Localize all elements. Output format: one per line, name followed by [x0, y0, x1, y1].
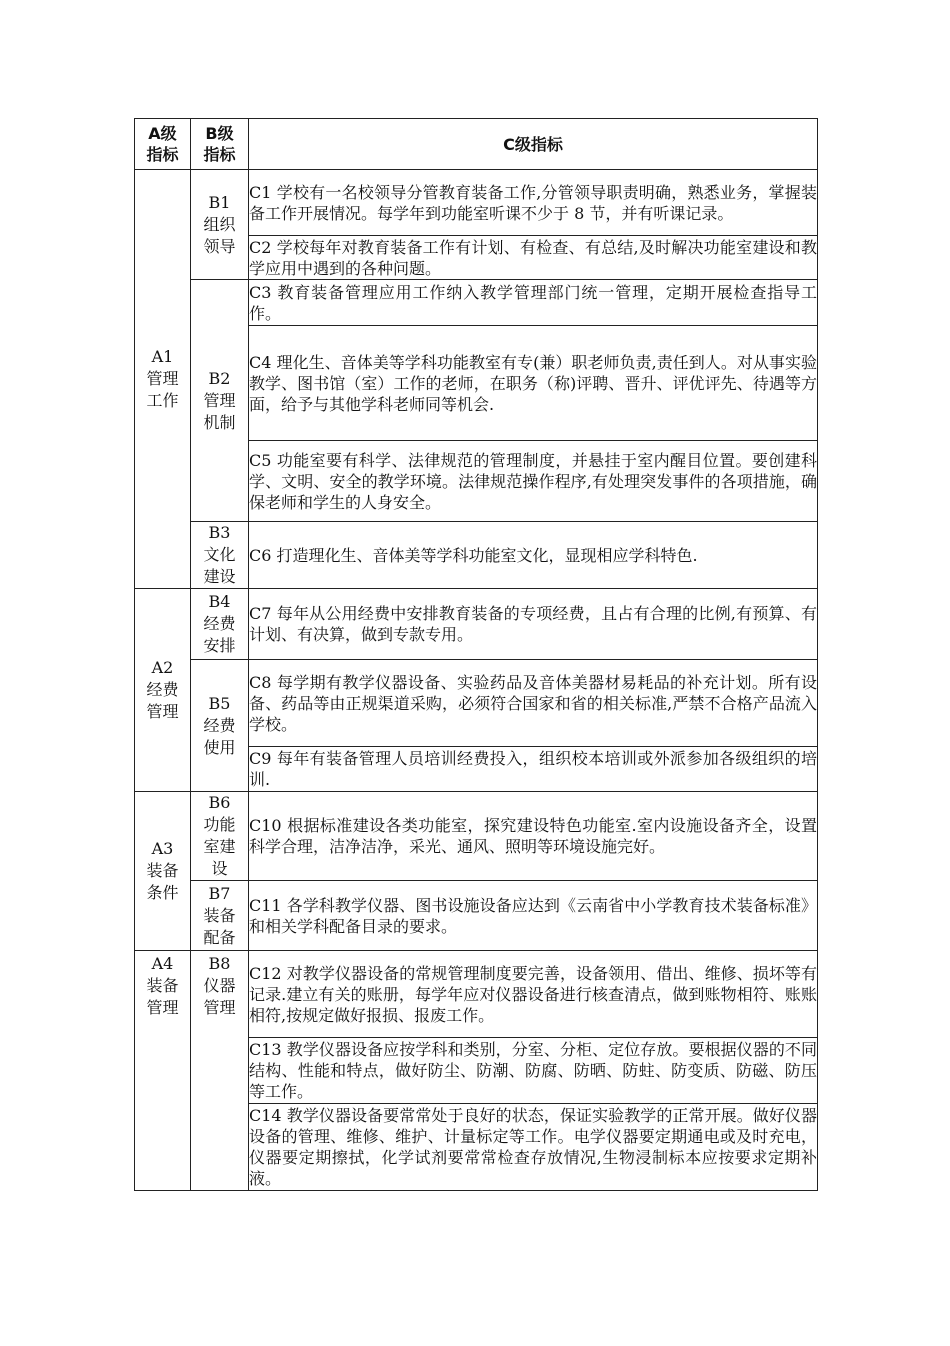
b1-cell — [191, 170, 249, 280]
a2-cell — [135, 589, 191, 792]
b1-name-1: 组织 — [203, 214, 236, 234]
c2-text: C2 学校每年对教育装备工作有计划、有检查、有总结,及时解决功能室建设和教学应用中遇到的各种问题。 — [249, 237, 817, 278]
b8-name-1: 仪器 — [203, 976, 236, 995]
a2-code: A2 — [151, 658, 174, 677]
c5-text: C5 功能室要有科学、法律规范的管理制度，并悬挂于室内醒目位置。要创建科学、文明、安全的教学环境。法律规范操作程序,有处理突发事件的各项措施，确保老师和学生的人身安全。 — [249, 441, 818, 522]
a2-name-2: 管理 — [146, 702, 179, 721]
c14-text: C14 教学仪器设备要常常处于良好的状态，保证实验教学的正常开展。做好仪器设备的管理、维修、维护、计量标定等工作。电学仪器要定期通电或及时充电，仪器要定期擦拭，化学试剂要常常检查存放情况,生物浸制标本应按要求定期补液。 — [249, 1104, 818, 1191]
a1-name-2: 工作 — [146, 391, 179, 410]
b7-code: B7 — [208, 883, 231, 903]
b6-name-1: 功能 — [203, 815, 236, 834]
table-row — [135, 660, 818, 747]
header-a-line2: 指标 — [146, 145, 179, 164]
table-row — [135, 280, 818, 326]
c9-text: C9 每年有装备管理人员培训经费投入，组织校本培训或外派参加各级组织的培训. — [249, 747, 818, 792]
header-c-level: C级指标 — [249, 119, 818, 170]
c4-text: C4 理化生、音体美等学科功能教室有专(兼）职老师负责,责任到人。对从事实验教学、图书馆（室）工作的老师，在职务（称)评聘、晋升、评优评先、待遇等方面，给予与其他学科老师同等机会. — [249, 326, 818, 441]
b8-name-2: 管理 — [203, 998, 236, 1017]
b7-name-2: 配备 — [203, 927, 236, 947]
b1-code: B1 — [208, 192, 231, 212]
table-row — [135, 170, 818, 236]
b3-name-1: 文化 — [203, 545, 236, 564]
b4-code: B4 — [208, 592, 231, 611]
b6-cell — [191, 792, 249, 881]
header-b-level — [191, 119, 249, 170]
table-row — [135, 792, 818, 881]
b2-name-1: 管理 — [203, 390, 236, 410]
b2-name-2: 机制 — [203, 412, 236, 432]
b6-name-2: 室建 — [203, 837, 236, 856]
table-row — [135, 881, 818, 951]
a1-code: A1 — [151, 347, 174, 366]
c11-text: C11 各学科教学仪器、图书设施设备应达到《云南省中小学教育技术装备标准》和相关学科配备目录的要求。 — [249, 881, 818, 951]
a1-cell — [135, 170, 191, 589]
b2-code: B2 — [208, 368, 231, 388]
b8-cell — [191, 951, 249, 1191]
header-a-line1: A级 — [148, 124, 177, 143]
header-b-line1: B级 — [205, 124, 234, 143]
a3-code: A3 — [151, 839, 174, 858]
c3-text: C3 教育装备管理应用工作纳入教学管理部门统一管理，定期开展检查指导工作。 — [249, 280, 818, 326]
indicator-table — [134, 118, 818, 1191]
table-row — [135, 951, 818, 1038]
b8-code: B8 — [208, 954, 231, 973]
a3-name-2: 条件 — [146, 883, 179, 902]
c10-text: C10 根据标准建设各类功能室，探究建设特色功能室.室内设施设备齐全，设置科学合理，洁净洁净，采光、通风、照明等环境设施完好。 — [249, 792, 818, 881]
b5-name-1: 经费 — [203, 715, 236, 735]
table-header-row — [135, 119, 818, 170]
table-row — [135, 522, 818, 589]
b5-cell — [191, 660, 249, 792]
b2-cell — [191, 280, 249, 522]
b3-code: B3 — [208, 523, 231, 542]
header-b-line2: 指标 — [203, 145, 236, 164]
header-a-level — [135, 119, 191, 170]
c8-text: C8 每学期有教学仪器设备、实验药品及音体美器材易耗品的补充计划。所有设备、药品等由正规渠道采购，必须符合国家和省的相关标准,严禁不合格产品流入学校。 — [249, 660, 818, 747]
table-row — [135, 589, 818, 660]
c7-text: C7 每年从公用经费中安排教育装备的专项经费，且占有合理的比例,有预算、有计划、有决算，做到专款专用。 — [249, 589, 818, 660]
b4-name-2: 安排 — [203, 636, 236, 655]
b3-name-2: 建设 — [203, 567, 236, 586]
a4-code: A4 — [151, 954, 174, 973]
c13-text: C13 教学仪器设备应按学科和类别，分室、分柜、定位存放。要根据仪器的不同结构、性能和特点，做好防尘、防潮、防腐、防晒、防蛀、防变质、防磁、防压等工作。 — [249, 1038, 818, 1104]
b1-name-2: 领导 — [203, 236, 236, 256]
b6-name-3: 设 — [211, 859, 228, 878]
c6-text: C6 打造理化生、音体美等学科功能室文化，显现相应学科特色. — [249, 522, 818, 589]
a4-cell — [135, 951, 191, 1191]
c1-text: C1 学校有一名校领导分管教育装备工作,分管领导职责明确，熟悉业务，掌握装备工作开展情况。每学年到功能室听课不少于 8 节，并有听课记录。 — [249, 170, 818, 236]
b4-cell — [191, 589, 249, 660]
b4-name-1: 经费 — [203, 614, 236, 633]
a4-name-1: 装备 — [146, 976, 179, 995]
a1-name-1: 管理 — [146, 369, 179, 388]
b5-code: B5 — [208, 693, 231, 713]
a4-name-2: 管理 — [146, 998, 179, 1017]
b3-cell — [191, 522, 249, 589]
b7-name-1: 装备 — [203, 905, 236, 925]
a2-name-1: 经费 — [146, 680, 179, 699]
b6-code: B6 — [208, 793, 231, 812]
b5-name-2: 使用 — [203, 737, 236, 757]
a3-cell — [135, 792, 191, 951]
a3-name-1: 装备 — [146, 861, 179, 880]
c12-text: C12 对教学仪器设备的常规管理制度要完善，设备领用、借出、维修、损坏等有记录.建立有关的账册，每学年应对仪器设备进行核查清点，做到账物相符、账账相符,按规定做好报损、报废工作。 — [249, 951, 818, 1038]
b7-cell — [191, 881, 249, 951]
